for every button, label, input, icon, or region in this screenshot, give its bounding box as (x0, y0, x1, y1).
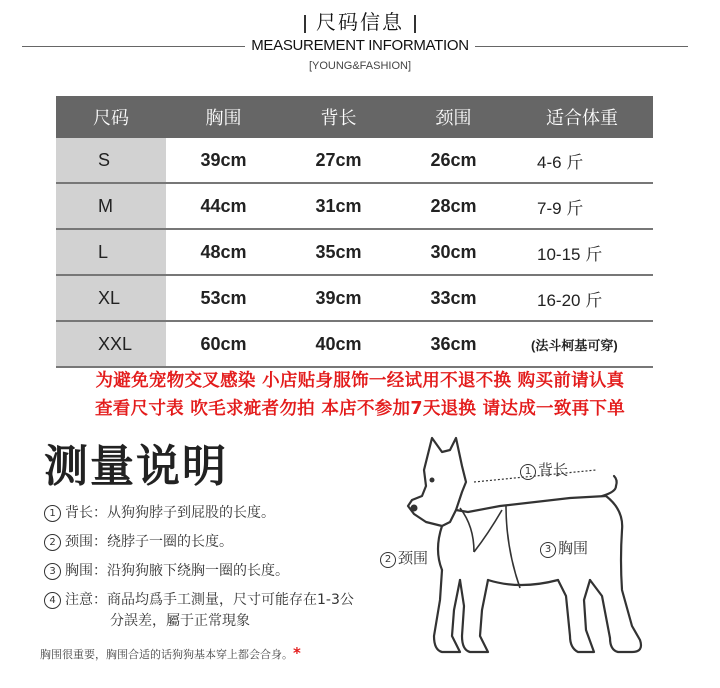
cell-size: XXL (56, 321, 166, 367)
dog-eye-icon (430, 478, 435, 483)
title-bar-right (414, 15, 416, 33)
cell-neck: 28cm (396, 183, 511, 229)
col-header-weight: 适合体重 (511, 96, 653, 138)
header-tagline: [YOUNG&FASHION] (308, 60, 412, 72)
label-neck (380, 547, 428, 568)
cell-neck: 33cm (396, 275, 511, 321)
table-row (56, 138, 653, 183)
label-chest-text: 胸围 (558, 539, 589, 557)
cell-chest: 48cm (166, 229, 281, 275)
cell-back: 35cm (281, 229, 396, 275)
cell-back: 31cm (281, 183, 396, 229)
col-header-back: 背长 (281, 96, 396, 138)
label-chest (540, 537, 588, 558)
cell-neck: 36cm (396, 321, 511, 367)
cell-chest: 39cm (166, 138, 281, 183)
col-header-neck: 颈围 (396, 96, 511, 138)
measure-item-3 (44, 560, 289, 582)
cell-chest: 60cm (166, 321, 281, 367)
dog-nose-icon (411, 505, 418, 512)
cell-weight: (法斗柯基可穿) (511, 321, 653, 367)
cell-back: 27cm (281, 138, 396, 183)
measure-item-4-continued: 分誤差，屬于正常現象 (110, 613, 250, 629)
measure-item-text: 背长：从狗狗脖子到屁股的长度。 (65, 505, 275, 521)
header-subtitle (0, 37, 720, 54)
cell-neck: 26cm (396, 138, 511, 183)
cell-chest: 53cm (166, 275, 281, 321)
cell-back: 40cm (281, 321, 396, 367)
header-title (0, 6, 720, 35)
col-header-chest: 胸围 (166, 96, 281, 138)
header-title-text: 尺码信息 (316, 10, 404, 34)
number-circle: 4 (44, 592, 61, 609)
chest-strap-line (474, 510, 502, 552)
table-row (56, 229, 653, 275)
cell-weight: 4-6 斤 (511, 138, 653, 183)
measure-item-2 (44, 531, 233, 553)
table-row (56, 275, 653, 321)
cell-back: 39cm (281, 275, 396, 321)
size-table (56, 96, 653, 368)
asterisk-mark: * (293, 644, 301, 662)
measure-item-text: 胸围：沿狗狗腋下绕胸一圈的长度。 (65, 563, 289, 579)
number-circle: 3 (44, 563, 61, 580)
cell-weight: 16-20 斤 (511, 275, 653, 321)
table-header-row (56, 96, 653, 138)
warning-line-2: 查看尺寸表 吹毛求疵者勿拍 本店不参加7天退换 请达成一致再下单 (94, 399, 626, 419)
cell-size: M (56, 183, 166, 229)
cell-neck: 30cm (396, 229, 511, 275)
title-bar-left (304, 15, 306, 33)
label-back-text: 背长 (538, 461, 569, 479)
cell-size: L (56, 229, 166, 275)
table-row (56, 183, 653, 229)
chest-note (40, 644, 301, 662)
label-neck-text: 颈围 (398, 549, 429, 567)
table-row (56, 321, 653, 367)
number-circle: 1 (520, 464, 536, 480)
cell-weight: 10-15 斤 (511, 229, 653, 275)
neck-measure-line (460, 508, 474, 552)
label-back-length (520, 459, 568, 480)
number-circle: 2 (44, 534, 61, 551)
warning-line-1: 为避免宠物交叉感染 小店贴身服饰一经试用不退不换 购买前请认真 (95, 371, 625, 391)
cell-weight: 7-9 斤 (511, 183, 653, 229)
measure-item-4 (44, 589, 354, 611)
chest-measure-line (506, 506, 520, 588)
number-circle: 3 (540, 542, 556, 558)
cell-size: S (56, 138, 166, 183)
chest-note-text: 胸围很重要，胸围合适的话狗狗基本穿上都会合身。 (40, 648, 293, 661)
measure-item-text: 颈围：绕脖子一圈的长度。 (65, 534, 233, 550)
cell-size: XL (56, 275, 166, 321)
cell-chest: 44cm (166, 183, 281, 229)
measure-item-1 (44, 502, 275, 524)
header-subtitle-text: MEASUREMENT INFORMATION (245, 37, 475, 54)
measure-title: 测量说明 (44, 441, 228, 492)
measure-item-text: 注意：商品均爲手工測量，尺寸可能存在1-3公 (65, 592, 354, 608)
dog-outline-icon (408, 438, 466, 526)
number-circle: 2 (380, 552, 396, 568)
col-header-size: 尺码 (56, 96, 166, 138)
number-circle: 1 (44, 505, 61, 522)
